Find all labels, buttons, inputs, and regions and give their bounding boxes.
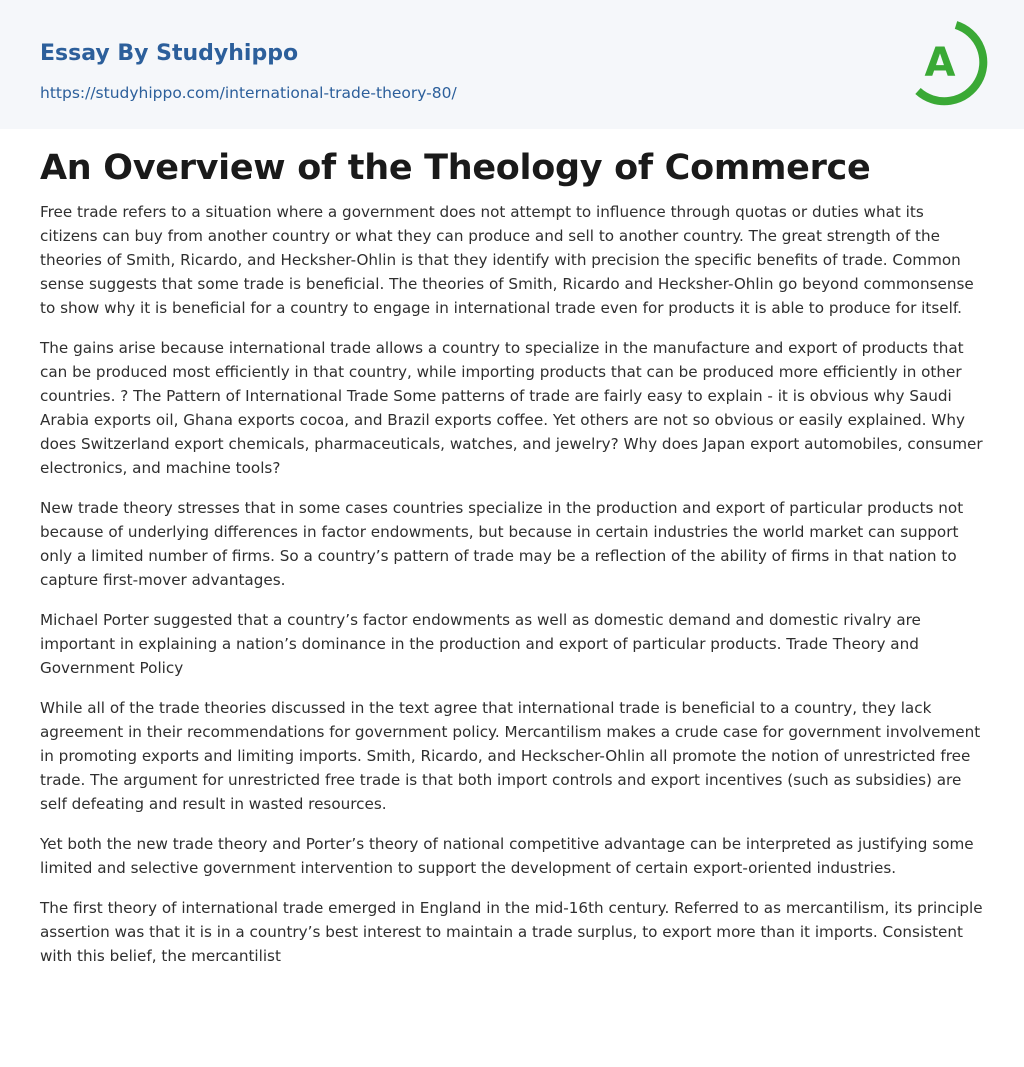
essay-paragraph-3: New trade theory stresses that in some cases countries specialize in the production and export of particular products not because of underlying differences in factor endowments, but because in certain industries the world market can support only a limited number of firms. So a country’s pattern of trade may be a reflection of the ability of firms in that nation to capture first-mover advantages. [40,499,964,589]
essay-paragraph-1: Free trade refers to a situation where a government does not attempt to influence through quotas or duties what its citizens can buy from another country or what they can produce and sell to another country. The great strength of the theories of Smith, Ricardo, and Hecksher-Ohlin is that they identify with precision the specific benefits of trade. Common sense suggests that some trade is beneficial. The theories of Smith, Ricardo and Hecksher-Ohlin go beyond commonsense to show why it is beneficial for a country to engage in international trade even for products it is able to produce for itself. [40,203,974,317]
studyhippo-logo-icon[interactable] [900,18,988,106]
essay-paragraph-7: The first theory of international trade emerged in England in the mid-16th century. Referred to as mercantilism, its principle assertion was that it is in a country’s best interest to maintain a trade surplus, to export more than it imports. Consistent with this belief, the mercantilist [40,899,983,965]
source-url-link[interactable]: https://studyhippo.com/international-trade-theory-80/ [40,84,457,102]
site-header [0,0,1024,129]
essay-paragraph-4: Michael Porter suggested that a country’s factor endowments as well as domestic demand and domestic rivalry are important in explaining a nation’s dominance in the production and export of particular products. Trade Theory and Government Policy [40,611,921,677]
essay-paragraph-5: While all of the trade theories discussed in the text agree that international trade is beneficial to a country, they lack agreement in their recommendations for government policy. Mercantilism makes a crude case for government involvement in promoting exports and limiting imports. Smith, Ricardo, and Heckscher-Ohlin all promote the notion of unrestricted free trade. The argument for unrestricted free trade is that both import controls and export incentives (such as subsidies) are self defeating and result in wasted resources. [40,699,981,813]
essay-title: An Overview of the Theology of Commerce [40,148,871,188]
essay-paragraph-2: The gains arise because international trade allows a country to specialize in the manufacture and export of products that can be produced most efficiently in that country, while importing products that can be produced more efficiently in other countries. ? The Pattern of International Trade Some patterns of trade are fairly easy to explain - it is obvious why Saudi Arabia exports oil, Ghana exports cocoa, and Brazil exports coffee. Yet others are not so obvious or easily explained. Why does Switzerland export chemicals, pharmaceuticals, watches, and jewelry? Why does Japan export automobiles, consumer electronics, and machine tools? [40,339,983,477]
essay-content [40,146,986,984]
brand-title[interactable]: Essay By Studyhippo [40,41,299,66]
logo-letter: A [924,40,956,86]
essay-paragraph-6: Yet both the new trade theory and Porter’s theory of national competitive advantage can be interpreted as justifying some limited and selective government intervention to support the development of certain export-oriented industries. [40,835,974,877]
